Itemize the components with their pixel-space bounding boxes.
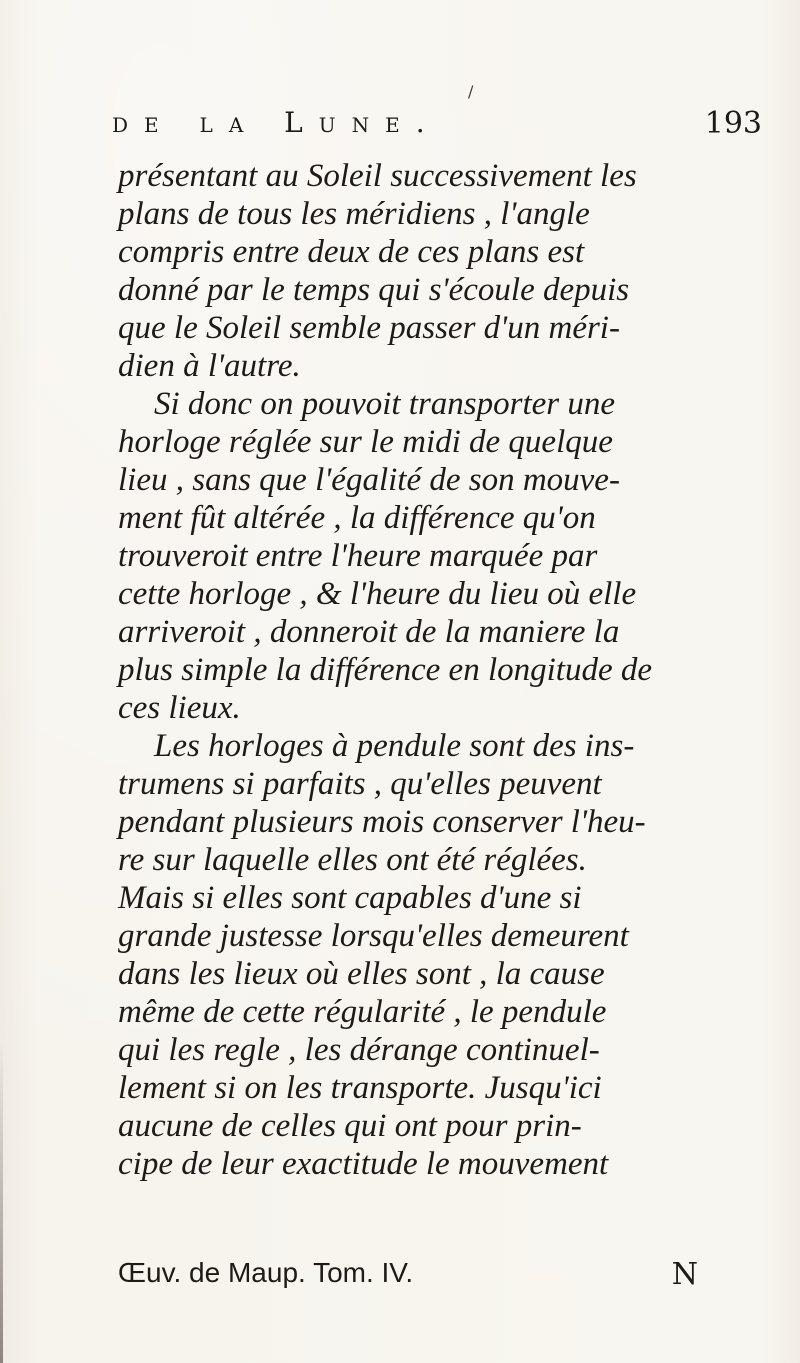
text-line: lement si on les transporte. Jusqu'ici [118, 1070, 602, 1106]
text-line: que le Soleil semble passer d'un méri- [118, 310, 620, 346]
text-line: même de cette régularité , le pendule [118, 994, 607, 1030]
text-line: compris entre deux de ces plans est [118, 234, 585, 270]
text-line: pendant plusieurs mois conserver l'heu- [118, 804, 646, 840]
signature-line: Œuv. de Maup. Tom. IV. [118, 1257, 414, 1288]
running-title: de la Lune. [112, 106, 441, 139]
text-line: arriveroit , donneroit de la maniere la [118, 614, 620, 650]
text-line: plus simple la différence en longitude de [118, 652, 652, 688]
sheet-signature-letter: N [671, 1257, 698, 1292]
top-mark: / [468, 82, 474, 101]
text-line: présentant au Soleil successivement les [118, 158, 637, 194]
page-number: 193 [704, 106, 762, 141]
text-line: dans les lieux où elles sont , la cause [118, 956, 605, 992]
text-line: dien à l'autre. [118, 348, 301, 384]
text-line: trumens si parfaits , qu'elles peuvent [118, 766, 602, 802]
text-line: grande justesse lorsqu'elles demeurent [118, 918, 629, 954]
text-line: re sur laquelle elles ont été réglées. [118, 842, 587, 878]
text-line: horloge réglée sur le midi de quelque [118, 424, 613, 460]
text-line: donné par le temps qui s'écoule depuis [118, 272, 630, 308]
text-line: plans de tous les méridiens , l'angle [118, 196, 590, 232]
text-line: cipe de leur exactitude le mouvement [118, 1146, 609, 1182]
text-line: trouveroit entre l'heure marquée par [118, 538, 598, 574]
text-line: ment fût altérée , la différence qu'on [118, 500, 596, 536]
text-line: qui les regle , les dérange continuel- [118, 1032, 600, 1068]
text-line: Les horloges à pendule sont des ins- [154, 728, 635, 764]
text-line: Mais si elles sont capables d'une si [118, 880, 582, 916]
text-line: Si donc on pouvoit transporter une [154, 386, 616, 422]
text-line: cette horloge , & l'heure du lieu où elle [118, 576, 637, 612]
page-footer [118, 1257, 698, 1297]
body-text [118, 157, 768, 1183]
page-header [112, 102, 762, 156]
text-line: ces lieux. [118, 690, 241, 726]
text-line: lieu , sans que l'égalité de son mouve- [118, 462, 620, 498]
text-line: aucune de celles qui ont pour prin- [118, 1108, 582, 1144]
